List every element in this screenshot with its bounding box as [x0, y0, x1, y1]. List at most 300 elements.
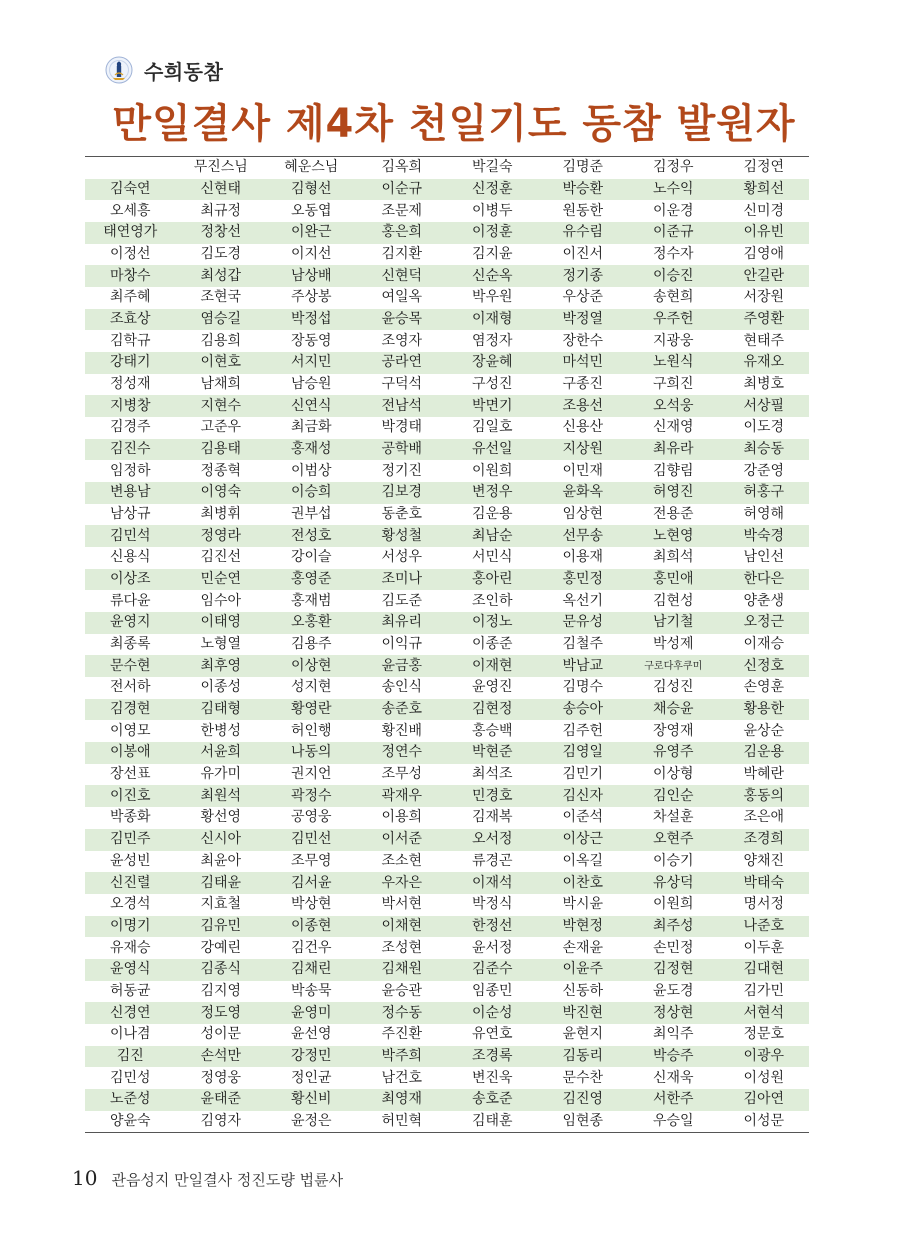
- name-cell: 전용준: [652, 506, 694, 523]
- name-cell: 동춘호: [381, 506, 423, 523]
- name-cell: 윤태준: [200, 1091, 242, 1108]
- name-cell: 김향림: [652, 462, 694, 479]
- name-cell: 류다윤: [109, 592, 151, 609]
- name-cell: 오석웅: [652, 397, 694, 414]
- name-cell: 윤선영: [290, 1026, 332, 1043]
- table-row: [85, 677, 809, 699]
- name-cell: 명서정: [743, 896, 785, 913]
- name-cell: 채승윤: [652, 701, 694, 718]
- name-cell: 유수림: [562, 224, 604, 241]
- name-cell: 윤영지: [109, 614, 151, 631]
- name-cell: 남채희: [200, 376, 242, 393]
- name-cell: 우주헌: [652, 311, 694, 328]
- table-row: [85, 417, 809, 439]
- name-cell: 노수익: [652, 181, 694, 197]
- name-cell: 조소현: [381, 852, 423, 869]
- name-cell: 김경현: [109, 701, 151, 718]
- name-cell: 김태형: [200, 701, 242, 718]
- name-cell: 이순규: [381, 181, 423, 197]
- name-cell: 서성우: [381, 549, 423, 566]
- name-cell: 정성재: [109, 376, 151, 393]
- name-cell: 전서하: [109, 679, 151, 696]
- name-cell: 이지선: [290, 246, 332, 263]
- name-cell: 이병두: [471, 202, 513, 219]
- name-cell: 윤정은: [290, 1112, 332, 1129]
- name-cell: 최유리: [381, 614, 423, 631]
- name-cell: 김종식: [200, 961, 242, 978]
- name-cell: 이찬호: [562, 874, 604, 891]
- name-cell: 서장원: [743, 289, 785, 306]
- name-cell: 이준규: [652, 224, 694, 241]
- name-cell: 정창선: [200, 224, 242, 241]
- name-cell: 이윤주: [562, 961, 604, 978]
- name-cell: 임종민: [471, 982, 513, 999]
- name-cell: 이봉애: [109, 744, 151, 761]
- name-cell: 박숙경: [743, 527, 785, 544]
- name-cell: 남건호: [381, 1069, 423, 1086]
- name-cell: 이재형: [471, 311, 513, 328]
- name-cell: 최성갑: [200, 267, 242, 284]
- name-cell: 박승환: [562, 181, 604, 197]
- name-cell: 마석민: [562, 354, 604, 371]
- name-cell: 윤영미: [290, 1004, 332, 1021]
- name-cell: 남기철: [652, 614, 694, 631]
- name-cell: 강예린: [200, 939, 242, 956]
- table-row: [85, 504, 809, 526]
- name-cell: 김채원: [381, 961, 423, 978]
- name-cell: 이성문: [743, 1112, 785, 1129]
- name-cell: 최익주: [652, 1026, 694, 1043]
- name-cell: 김보경: [381, 484, 423, 501]
- name-cell: 정문호: [743, 1026, 785, 1043]
- name-cell: 이채현: [381, 917, 423, 934]
- name-cell: 박진현: [562, 1004, 604, 1021]
- name-cell: 신진렬: [109, 874, 151, 891]
- name-cell: 유가미: [200, 766, 242, 783]
- name-cell: 한정선: [471, 917, 513, 934]
- name-cell: 황선영: [200, 809, 242, 826]
- name-cell: 정기진: [381, 462, 423, 479]
- name-cell: 김민기: [562, 766, 604, 783]
- name-cell: 이종현: [290, 917, 332, 934]
- name-cell: 임현종: [562, 1112, 604, 1129]
- name-cell: 박시윤: [562, 896, 604, 913]
- table-row: [85, 265, 809, 287]
- name-cell: 전성호: [290, 527, 332, 544]
- name-cell: 서민식: [471, 549, 513, 566]
- name-cell: 장선표: [109, 766, 151, 783]
- name-cell: 김민선: [290, 831, 332, 848]
- name-cell: 송준호: [381, 701, 423, 718]
- name-cell: 이명기: [109, 917, 151, 934]
- name-cell: 홍승백: [471, 722, 513, 739]
- name-cell: 송인식: [381, 679, 423, 696]
- name-cell: 차설훈: [652, 809, 694, 826]
- name-cell: 김민주: [109, 831, 151, 848]
- name-cell: 지현수: [200, 397, 242, 414]
- name-cell: 윤상순: [743, 722, 785, 739]
- name-cell: 박정식: [471, 896, 513, 913]
- name-cell: 이용재: [562, 549, 604, 566]
- name-cell: 신경연: [109, 1004, 151, 1021]
- name-cell: 서상필: [743, 397, 785, 414]
- name-cell: 오세흥: [109, 202, 151, 219]
- name-cell: 오홍환: [290, 614, 332, 631]
- name-cell: 김용주: [290, 636, 332, 653]
- name-cell: 이원희: [471, 462, 513, 479]
- participant-table: [85, 156, 809, 1133]
- name-cell: 김민석: [109, 527, 151, 544]
- name-cell: 김옥희: [381, 159, 423, 176]
- name-cell: 김숙연: [109, 181, 151, 197]
- table-row: [85, 1111, 809, 1133]
- name-cell: 정영웅: [200, 1069, 242, 1086]
- name-cell: 허인행: [290, 722, 332, 739]
- name-cell: 이용희: [381, 809, 423, 826]
- name-cell: 주영환: [743, 311, 785, 328]
- name-cell: 조무영: [290, 852, 332, 869]
- name-cell: 박현준: [471, 744, 513, 761]
- name-cell: 이민재: [562, 462, 604, 479]
- name-cell: 홍아린: [471, 571, 513, 588]
- table-row: [85, 916, 809, 938]
- name-cell: 공영웅: [290, 809, 332, 826]
- name-cell: 정상현: [652, 1004, 694, 1021]
- temple-logo-icon: [104, 55, 134, 85]
- name-cell: 박현정: [562, 917, 604, 934]
- name-cell: 김유민: [200, 917, 242, 934]
- name-cell: 김지윤: [471, 246, 513, 263]
- name-cell: 윤금홍: [381, 657, 423, 674]
- name-cell: 선무송: [562, 527, 604, 544]
- name-cell: 정도영: [200, 1004, 242, 1021]
- name-cell: 이정선: [109, 246, 151, 263]
- name-cell: 김용희: [200, 332, 242, 349]
- name-cell: 김현정: [471, 701, 513, 718]
- name-cell: 이나겸: [109, 1026, 151, 1043]
- name-cell: 변정우: [471, 484, 513, 501]
- name-cell: 이영숙: [200, 484, 242, 501]
- name-cell: 무진스님: [193, 159, 248, 176]
- table-row: [85, 807, 809, 829]
- name-cell: 허홍구: [743, 484, 785, 501]
- name-cell: 신순옥: [471, 267, 513, 284]
- name-cell: 정영라: [200, 527, 242, 544]
- name-cell: 김신자: [562, 787, 604, 804]
- name-cell: 지효철: [200, 896, 242, 913]
- name-cell: 김운용: [471, 506, 513, 523]
- name-cell: 류경곤: [471, 852, 513, 869]
- table-row: [85, 612, 809, 634]
- name-cell: 홍민정: [562, 571, 604, 588]
- name-cell: 신시아: [200, 831, 242, 848]
- table-row: [85, 309, 809, 331]
- name-cell: 조미나: [381, 571, 423, 588]
- name-cell: 정종혁: [200, 462, 242, 479]
- name-cell: 김채린: [290, 961, 332, 978]
- table-row: [85, 157, 809, 179]
- name-cell: 이운경: [652, 202, 694, 219]
- name-cell: 윤성빈: [109, 852, 151, 869]
- table-row: [85, 937, 809, 959]
- name-cell: 오동엽: [290, 202, 332, 219]
- name-cell: 노현영: [652, 527, 694, 544]
- footer-text: 관음성지 만일결사 정진도량 법륜사: [111, 1171, 344, 1189]
- name-cell: 최금화: [290, 419, 332, 436]
- name-cell: 김현성: [652, 592, 694, 609]
- name-cell: 유재승: [109, 939, 151, 956]
- table-row: [85, 547, 809, 569]
- name-cell: 홍동의: [743, 787, 785, 804]
- name-cell: 서한주: [652, 1091, 694, 1108]
- name-cell: 최종록: [109, 636, 151, 653]
- name-cell: 신동하: [562, 982, 604, 999]
- name-cell: 한병성: [200, 722, 242, 739]
- name-cell: 김건우: [290, 939, 332, 956]
- name-cell: 이광우: [743, 1047, 785, 1064]
- name-cell: 공학배: [381, 441, 423, 458]
- table-row: [85, 330, 809, 352]
- name-cell: 김도준: [381, 592, 423, 609]
- name-cell: 권부섭: [290, 506, 332, 523]
- name-cell: 이상형: [652, 766, 694, 783]
- name-cell: 양채진: [743, 852, 785, 869]
- table-row: [85, 590, 809, 612]
- name-cell: 정수자: [652, 246, 694, 263]
- name-cell: 구성진: [471, 376, 513, 393]
- name-cell: 서지민: [290, 354, 332, 371]
- name-cell: 이종준: [471, 636, 513, 653]
- name-cell: 나준호: [743, 917, 785, 934]
- name-cell: 이옥길: [562, 852, 604, 869]
- name-cell: 이정훈: [471, 224, 513, 241]
- name-cell: 장한수: [562, 332, 604, 349]
- name-cell: 곽정수: [290, 787, 332, 804]
- table-row: [85, 525, 809, 547]
- name-cell: 변용남: [109, 484, 151, 501]
- name-cell: 유상덕: [652, 874, 694, 891]
- table-row: [85, 395, 809, 417]
- name-cell: 고준우: [200, 419, 242, 436]
- name-cell: 김명준: [562, 159, 604, 176]
- name-cell: 신정훈: [471, 181, 513, 197]
- table-row: [85, 655, 809, 677]
- name-cell: 유재오: [743, 354, 785, 371]
- name-cell: 김운용: [743, 744, 785, 761]
- name-cell: 김동리: [562, 1047, 604, 1064]
- name-cell: 조현국: [200, 289, 242, 306]
- name-cell: 최석조: [471, 766, 513, 783]
- name-cell: 노원식: [652, 354, 694, 371]
- name-cell: 최주혜: [109, 289, 151, 306]
- page-header: [104, 52, 223, 88]
- name-cell: 주진환: [381, 1026, 423, 1043]
- name-cell: 우상준: [562, 289, 604, 306]
- name-cell: 민순연: [200, 571, 242, 588]
- name-cell: 박성제: [652, 636, 694, 653]
- name-cell: 오정근: [743, 614, 785, 631]
- name-cell: 현태주: [743, 332, 785, 349]
- name-cell: 김서윤: [290, 874, 332, 891]
- name-cell: 정기종: [562, 267, 604, 284]
- table-row: [85, 699, 809, 721]
- table-row: [85, 894, 809, 916]
- name-cell: 조문제: [381, 202, 423, 219]
- name-cell: 이진호: [109, 787, 151, 804]
- name-cell: 이영모: [109, 722, 151, 739]
- name-cell: 이두훈: [743, 939, 785, 956]
- name-cell: 유연호: [471, 1026, 513, 1043]
- name-cell: 이원희: [652, 896, 694, 913]
- name-cell: 염정자: [471, 332, 513, 349]
- name-cell: 강이슬: [290, 549, 332, 566]
- name-cell: 홍영준: [290, 571, 332, 588]
- table-row: [85, 569, 809, 591]
- name-cell: 공라연: [381, 354, 423, 371]
- name-cell: 홍민애: [652, 571, 694, 588]
- name-cell: 오서정: [471, 831, 513, 848]
- name-cell: 김용태: [200, 441, 242, 458]
- name-cell: 박송묵: [290, 982, 332, 999]
- name-cell: 이범상: [290, 462, 332, 479]
- name-cell: 문수현: [109, 657, 151, 674]
- name-cell: 장영재: [652, 722, 694, 739]
- name-cell: 강준영: [743, 462, 785, 479]
- name-cell: 이현호: [200, 354, 242, 371]
- name-cell: 김지환: [381, 246, 423, 263]
- name-cell: 이재석: [471, 874, 513, 891]
- name-cell: 박태숙: [743, 874, 785, 891]
- name-cell: 손석만: [200, 1047, 242, 1064]
- table-row: [85, 352, 809, 374]
- name-cell: 문유성: [562, 614, 604, 631]
- table-row: [85, 1067, 809, 1089]
- name-cell: 마창수: [109, 267, 151, 284]
- name-cell: 박우원: [471, 289, 513, 306]
- name-cell: 김성진: [652, 679, 694, 696]
- name-cell: 이승기: [652, 852, 694, 869]
- name-cell: 이진서: [562, 246, 604, 263]
- name-cell: 이상조: [109, 571, 151, 588]
- name-cell: 김인순: [652, 787, 694, 804]
- name-cell: 김영일: [562, 744, 604, 761]
- name-cell: 송호준: [471, 1091, 513, 1108]
- name-cell: 임상현: [562, 506, 604, 523]
- name-cell: 김진선: [200, 549, 242, 566]
- name-cell: 송현희: [652, 289, 694, 306]
- name-cell: 황진배: [381, 722, 423, 739]
- name-cell: 신재영: [652, 419, 694, 436]
- name-cell: 정인균: [290, 1069, 332, 1086]
- name-cell: 조영자: [381, 332, 423, 349]
- name-cell: 홍은희: [381, 224, 423, 241]
- name-cell: 안길란: [743, 267, 785, 284]
- name-cell: 남승원: [290, 376, 332, 393]
- name-cell: 옥선기: [562, 592, 604, 609]
- name-cell: 혜운스님: [284, 159, 339, 176]
- name-cell: 김경주: [109, 419, 151, 436]
- name-cell: 이재현: [471, 657, 513, 674]
- table-row: [85, 872, 809, 894]
- name-cell: 이상현: [290, 657, 332, 674]
- table-row: [85, 829, 809, 851]
- table-row: [85, 1046, 809, 1068]
- name-cell: 오경석: [109, 896, 151, 913]
- name-cell: 김정연: [743, 159, 785, 176]
- name-cell: 유영주: [652, 744, 694, 761]
- name-cell: 임정하: [109, 462, 151, 479]
- name-cell: 민경호: [471, 787, 513, 804]
- name-cell: 신현태: [200, 181, 242, 197]
- name-cell: 조경희: [743, 831, 785, 848]
- name-cell: 김민성: [109, 1069, 151, 1086]
- name-cell: 한다은: [743, 571, 785, 588]
- name-cell: 박면기: [471, 397, 513, 414]
- name-cell: 황희선: [743, 181, 785, 197]
- name-cell: 태연영가: [103, 224, 158, 241]
- name-cell: 신미경: [743, 202, 785, 219]
- name-cell: 김지영: [200, 982, 242, 999]
- name-cell: 이완근: [290, 224, 332, 241]
- name-cell: 이재승: [743, 636, 785, 653]
- name-cell: 송승아: [562, 701, 604, 718]
- name-cell: 손재윤: [562, 939, 604, 956]
- name-cell: 최규정: [200, 202, 242, 219]
- name-cell: 신재욱: [652, 1069, 694, 1086]
- name-cell: 박정열: [562, 311, 604, 328]
- name-cell: 황성철: [381, 527, 423, 544]
- name-cell: 최남순: [471, 527, 513, 544]
- name-cell: 김명수: [562, 679, 604, 696]
- table-row: [85, 851, 809, 873]
- name-cell: 이태영: [200, 614, 242, 631]
- table-row: [85, 742, 809, 764]
- name-cell: 박정섭: [290, 311, 332, 328]
- table-row: [85, 482, 809, 504]
- name-cell: 윤영식: [109, 961, 151, 978]
- name-cell: 신연식: [290, 397, 332, 414]
- name-cell: 남상규: [109, 506, 151, 523]
- name-cell: 조무성: [381, 766, 423, 783]
- name-cell: 손영훈: [743, 679, 785, 696]
- name-cell: 서현석: [743, 1004, 785, 1021]
- name-cell: 윤영진: [471, 679, 513, 696]
- name-cell: 문수찬: [562, 1069, 604, 1086]
- name-cell: 김도경: [200, 246, 242, 263]
- name-cell: 양춘생: [743, 592, 785, 609]
- name-cell: 성이문: [200, 1026, 242, 1043]
- name-cell: 손민정: [652, 939, 694, 956]
- name-cell: 김가민: [743, 982, 785, 999]
- name-cell: 남인선: [743, 549, 785, 566]
- name-cell: 강태기: [109, 354, 151, 371]
- name-cell: 신용식: [109, 549, 151, 566]
- name-cell: 정수동: [381, 1004, 423, 1021]
- table-row: [85, 1024, 809, 1046]
- name-cell: 염승길: [200, 311, 242, 328]
- name-cell: 곽재우: [381, 787, 423, 804]
- name-cell: 이서준: [381, 831, 423, 848]
- table-row: [85, 959, 809, 981]
- page-title: 만일결사 제4차 천일기도 동참 발원자: [112, 101, 796, 147]
- name-cell: 황용한: [743, 701, 785, 718]
- name-cell: 조은애: [743, 809, 785, 826]
- name-cell: 최유라: [652, 441, 694, 458]
- name-cell: 김대현: [743, 961, 785, 978]
- name-cell: 조효상: [109, 311, 151, 328]
- name-cell: 양윤숙: [109, 1112, 151, 1129]
- name-cell: 이순성: [471, 1004, 513, 1021]
